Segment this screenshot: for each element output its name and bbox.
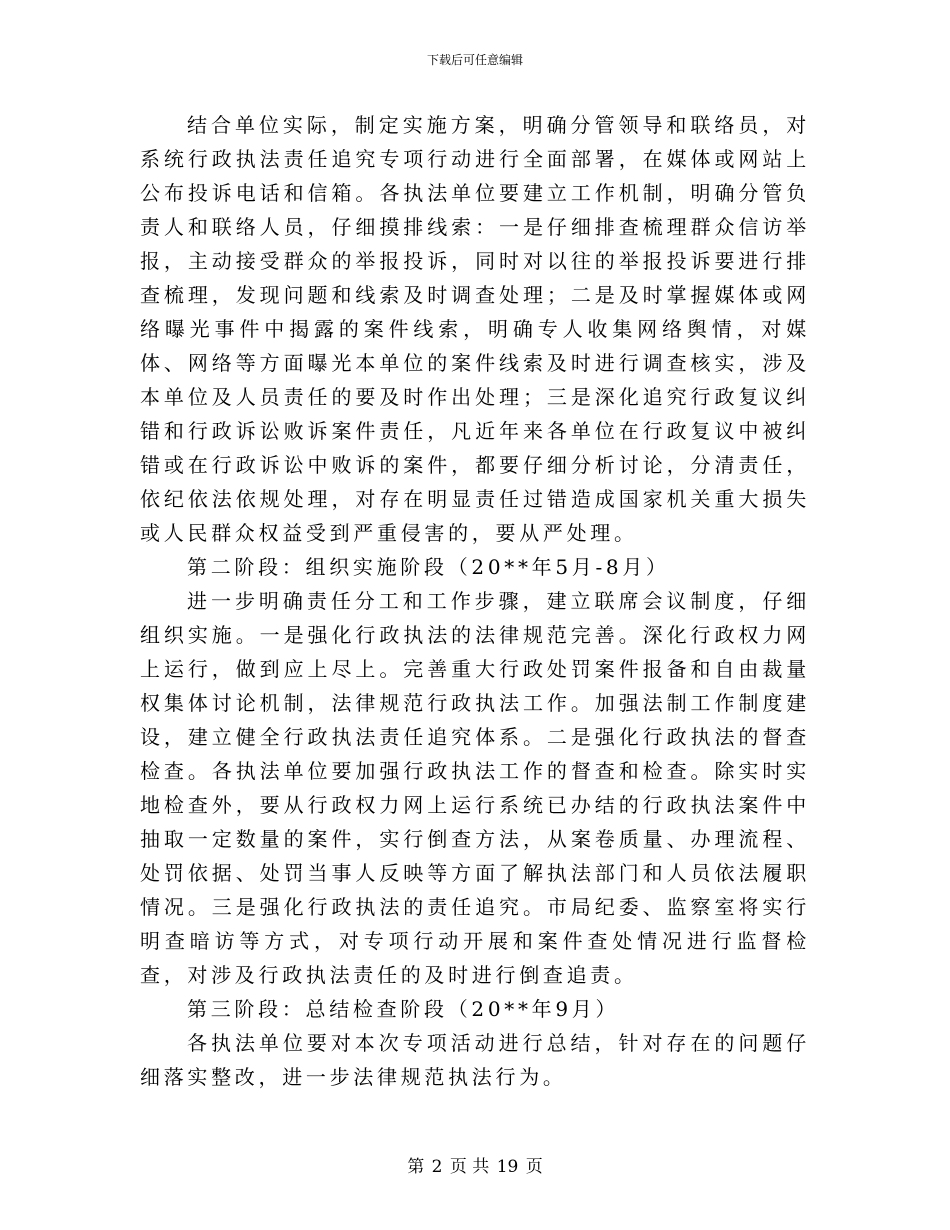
heading-phase-two: 第二阶段：组织实施阶段（20**年5月-8月） (187, 555, 670, 579)
document-body (140, 108, 810, 1094)
page-number-total: 19 (496, 1157, 519, 1177)
paragraph-phase-two-details: 进一步明确责任分工和工作步骤，建立联席会议制度，仔细组织实施。一是强化行政执法的法律规范完善。深化行政权力网上运行，做到应上尽上。完善重大行政处罚案件报备和自由裁量权集体讨论机制，法律规范行政执法工作。加强法制工作制度建设，建立健全行政执法责任追究体系。二是强化行政执法的督查检查。各执法单位要加强行政执法工作的督查和检查。除实时实地检查外，要从行政权力网上运行系统已办结的行政执法案件中抽取一定数量的案件，实行倒查方法，从案卷质量、办理流程、处罚依据、处罚当事人反映等方面了解执法部门和人员依法履职情况。三是强化行政执法的责任追究。市局纪委、监察室将实行明查暗访等方式，对专项行动开展和案件查处情况进行监督检查，对涉及行政执法责任的及时进行倒查追责。 (140, 589, 810, 987)
paragraph-phase-three-details: 各执法单位要对本次专项活动进行总结，针对存在的问题仔细落实整改，进一步法律规范执法行为。 (140, 1031, 810, 1089)
page-number-current: 2 (431, 1157, 443, 1177)
page-footer (0, 1156, 950, 1178)
header-note: 下载后可任意编辑 (426, 53, 523, 67)
footer-prefix: 第 (407, 1157, 425, 1177)
footer-suffix: 页 (525, 1157, 543, 1177)
footer-middle: 页 共 (449, 1157, 490, 1177)
paragraph-phase-one-details: 结合单位实际，制定实施方案，明确分管领导和联络员，对系统行政执法责任追究专项行动进行全面部署，在媒体或网站上公布投诉电话和信箱。各执法单位要建立工作机制，明确分管负责人和联络人员，仔细摸排线索：一是仔细排查梳理群众信访举报，主动接受群众的举报投诉，同时对以往的举报投诉要进行排查梳理，发现问题和线索及时调查处理；二是及时掌握媒体或网络曝光事件中揭露的案件线索，明确专人收集网络舆情，对媒体、网络等方面曝光本单位的案件线索及时进行调查核实，涉及本单位及人员责任的要及时作出处理；三是深化追究行政复议纠错和行政诉讼败诉案件责任，凡近年来各单位在行政复议中被纠错或在行政诉讼中败诉的案件，都要仔细分析讨论，分清责任，依纪依法依规处理，对存在明显责任过错造成国家机关重大损失或人民群众权益受到严重侵害的，要从严处理。 (140, 113, 810, 545)
heading-phase-three: 第三阶段：总结检查阶段（20**年9月） (187, 997, 620, 1021)
